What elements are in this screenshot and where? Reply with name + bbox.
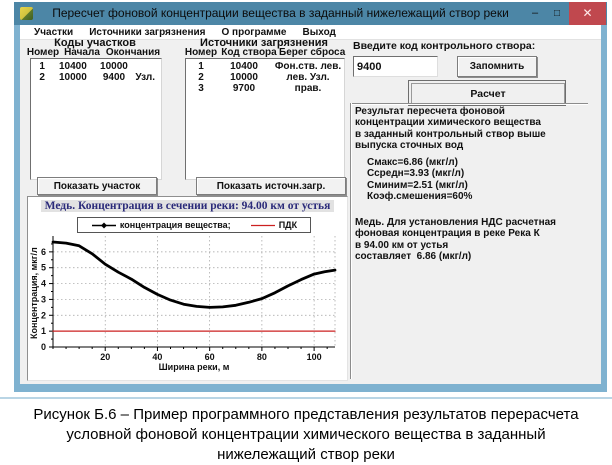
svg-text:5: 5: [40, 262, 46, 273]
control-section-label: Введите код контрольного створа:: [353, 40, 536, 52]
chart-panel: [27, 196, 348, 381]
cell: 1: [39, 61, 45, 72]
cell: Начала: [64, 47, 100, 58]
svg-text:60: 60: [204, 352, 215, 362]
cell: Окончания: [105, 47, 161, 58]
svg-text:2: 2: [40, 310, 46, 321]
cell: Номер: [26, 47, 60, 58]
menu-item[interactable]: О программе: [221, 26, 287, 38]
cell: 10400: [59, 61, 87, 72]
cell: Фон.ств. лев.: [274, 61, 342, 72]
sources-column-header: [183, 47, 346, 58]
calculate-button-label: Расчет: [411, 83, 565, 105]
legend-item: [91, 220, 231, 230]
legend-line-sample: [91, 221, 117, 230]
svg-text:0: 0: [40, 342, 46, 352]
sources-listbox[interactable]: [185, 58, 345, 180]
cell: 9400: [102, 72, 126, 83]
separator-vertical: [350, 103, 351, 379]
results-conclusion: Медь. Для установления НДС расчетная фоновая концентрация в реке Река К в 94.00 км от устья составляет 6.86 (мкг/л): [355, 217, 557, 262]
areas-heading: Коды участков: [54, 37, 136, 49]
menu-item[interactable]: Участки: [34, 26, 74, 38]
figure-caption: Рисунок Б.6 – Пример программного представления результатов перерасчета условной фоновой концентрации химического вещества в заданный нижележащий створ реки: [33, 406, 579, 463]
cell: 10400: [230, 61, 258, 72]
results-paragraph: Результат пересчета фоновой концентрации химического вещества в заданный контрольный створ выше выпуска сточных вод: [355, 106, 546, 151]
cell: Номер: [184, 47, 218, 58]
table-row[interactable]: [186, 61, 344, 72]
cell: лев. Узл.: [286, 72, 330, 83]
cell: Берег сброса: [279, 47, 346, 58]
svg-text:4: 4: [40, 278, 46, 289]
table-row[interactable]: [186, 72, 344, 83]
cell: Узл.: [135, 72, 156, 83]
legend-label: концентрация вещества;: [119, 220, 231, 230]
cell: 10000: [59, 72, 87, 83]
chart-canvas: [32, 233, 343, 363]
svg-text:1: 1: [40, 326, 46, 337]
cell: 10000: [230, 72, 258, 83]
cell: 2: [198, 72, 204, 83]
column-header-row: [26, 47, 162, 58]
maximize-button[interactable]: □: [553, 8, 561, 19]
svg-text:3: 3: [40, 294, 46, 305]
app-window: [14, 2, 607, 392]
column-header-row: [183, 47, 346, 58]
remember-button[interactable]: Запомнить: [457, 56, 537, 77]
cell: 1: [198, 61, 204, 72]
table-row[interactable]: [186, 83, 344, 94]
chart-title: Медь. Концентрация в сечении реки: 94.00 км от устья: [28, 200, 347, 212]
cell: прав.: [294, 83, 322, 94]
cell: Код створа: [221, 47, 277, 58]
svg-text:100: 100: [306, 352, 322, 362]
chart-legend: [77, 217, 311, 233]
chart-ylabel: Концентрация, мкг/л: [29, 247, 39, 339]
svg-text:80: 80: [256, 352, 267, 362]
table-row[interactable]: [31, 72, 161, 83]
cell: 9700: [232, 83, 256, 94]
cell: 10000: [100, 61, 128, 72]
cell: 2: [39, 72, 45, 83]
menu-item[interactable]: Выход: [302, 26, 336, 38]
chart-xlabel: Ширина реки, м: [158, 362, 230, 372]
client-area: [20, 25, 601, 384]
table-row[interactable]: [31, 61, 161, 72]
cell: 3: [198, 83, 204, 94]
app-icon: [20, 7, 33, 20]
minimize-button[interactable]: –: [531, 7, 539, 19]
sources-heading: Источники загрязнения: [200, 37, 328, 49]
svg-text:40: 40: [152, 352, 163, 362]
legend-item: [250, 220, 297, 230]
areas-column-header: [26, 47, 162, 58]
cell: [135, 61, 161, 72]
svg-text:6: 6: [40, 246, 46, 257]
control-code-input[interactable]: [353, 56, 438, 77]
title-bar[interactable]: [14, 2, 607, 25]
separator-horizontal: [351, 103, 588, 104]
areas-listbox[interactable]: [30, 58, 162, 180]
window-title: Пересчет фоновой концентрации вещества в заданный нижележащий створ реки: [52, 6, 509, 20]
figure-divider: [0, 397, 612, 399]
show-area-button[interactable]: Показать участок: [37, 177, 157, 195]
menu-item[interactable]: Источники загрязнения: [89, 26, 206, 38]
legend-label: ПДК: [278, 220, 298, 230]
legend-line-sample: [250, 221, 276, 230]
show-source-button[interactable]: Показать источн.загр.: [196, 177, 346, 195]
svg-text:20: 20: [100, 352, 111, 362]
close-button[interactable]: ✕: [569, 2, 606, 25]
results-values: Смакс=6.86 (мкг/л) Ссредн=3.93 (мкг/л) Сминим=2.51 (мкг/л) Коэф.смешения=60%: [367, 157, 473, 202]
